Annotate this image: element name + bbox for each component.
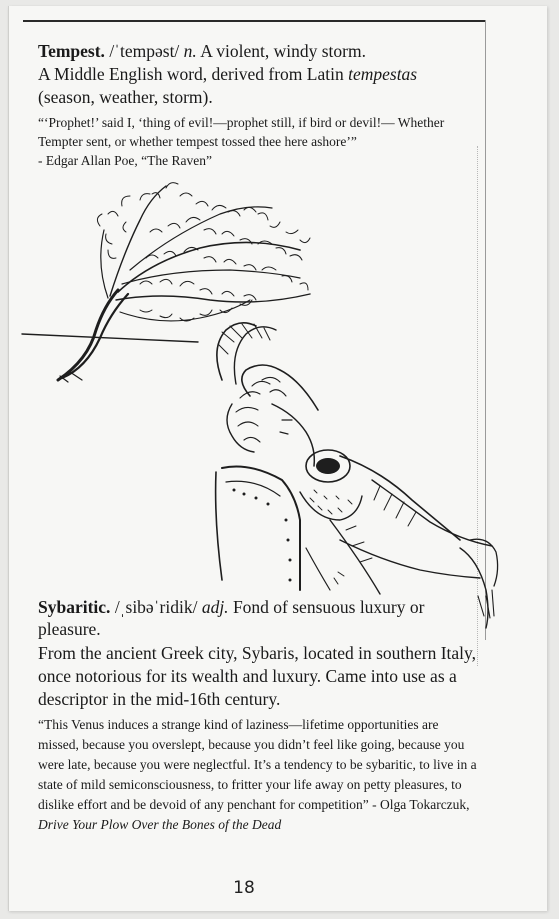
- quote-text: “This Venus induces a strange kind of laziness—lifetime opportunities are missed, because you overslept, because you didn’t feel like going, because you were late, because you were neglectful. It’s a tendency to be sybaritic, to live in a state of mild semiconsciousness, to fritter your life away on petty pleasures, to dislike effort and be devoid of any penchant for competition”: [38, 717, 477, 812]
- entry-sybaritic: [38, 596, 478, 835]
- yawning-figure-in-armchair-illustration: [216, 323, 498, 628]
- quotation: [38, 715, 478, 835]
- etymology-gloss: (season, weather, storm).: [38, 87, 213, 107]
- headword: Tempest.: [38, 41, 105, 61]
- part-of-speech: adj.: [201, 597, 229, 617]
- etymology-latin-word: tempestas: [348, 64, 418, 84]
- tempest-headline: [38, 40, 478, 63]
- etymology: From the ancient Greek city, Sybaris, located in southern Italy, once notorious for its wealth and luxury. Came into use as a descriptor in the mid-16th century.: [38, 643, 477, 709]
- wind-blown-tree-illustration: [22, 183, 310, 382]
- etymology-text: A Middle English word, derived from Latin: [38, 64, 349, 84]
- quote-author: - Olga Tokarczuk,: [368, 797, 470, 812]
- pronunciation: /ˌsibəˈridik/: [114, 597, 198, 617]
- sybaritic-headline: [38, 596, 478, 640]
- headword: Sybaritic.: [38, 597, 111, 617]
- quote-text: “‘Prophet!’ said I, ‘thing of evil!—prophet still, if bird or devil!— Whether Tempter sent, or whether tempest tossed thee here ashore’”: [38, 115, 445, 149]
- definition: A violent, windy storm.: [200, 41, 366, 61]
- etymology: [38, 63, 478, 109]
- part-of-speech: n.: [183, 41, 197, 61]
- pronunciation: /ˈtempəst/: [109, 41, 180, 61]
- entry-tempest: [38, 40, 478, 170]
- quotation: [38, 113, 478, 170]
- page-number: 18: [233, 878, 255, 898]
- definition: Fond of sensuous luxury or pleasure.: [38, 597, 425, 639]
- quote-book-title: Drive Your Plow Over the Bones of the Dead: [38, 817, 282, 832]
- quote-attribution: - Edgar Allan Poe, “The Raven”: [38, 153, 212, 168]
